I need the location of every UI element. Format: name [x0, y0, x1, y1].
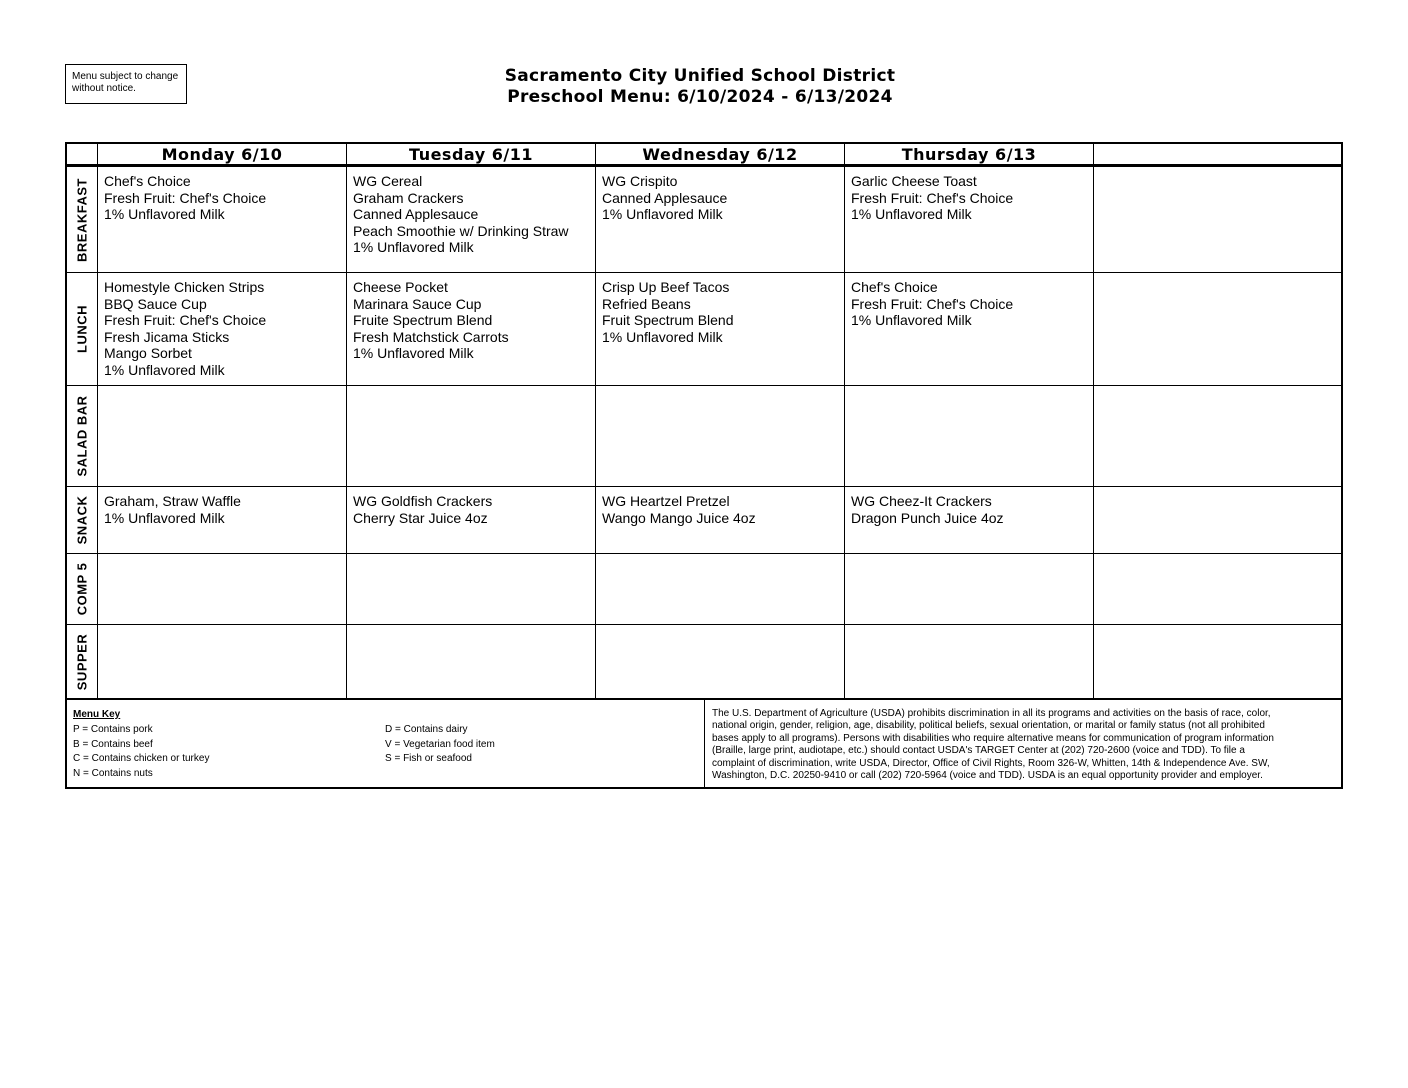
menu-item: Refried Beans — [602, 295, 691, 312]
menu-item: Fresh Fruit: Chef's Choice — [851, 295, 1014, 312]
menu-key-column-1 — [73, 723, 209, 781]
menu-cell — [1094, 273, 1341, 386]
menu-item: Peach Smoothie w/ Drinking Straw — [353, 222, 569, 239]
menu-item: Garlic Cheese Toast — [851, 173, 977, 189]
day-header: Thursday 6/13 — [845, 144, 1094, 167]
menu-key-entry: N = Contains nuts — [73, 767, 153, 779]
meal-label-salad-bar — [67, 386, 98, 487]
usda-statement-line: The U.S. Department of Agriculture (USDA) prohibits discrimination in all its programs and activities on the basis of race, color, — [712, 708, 1271, 719]
day-header: Wednesday 6/12 — [596, 144, 845, 167]
menu-key-entry: P = Contains pork — [73, 724, 153, 735]
menu-item: Chef's Choice — [851, 279, 938, 295]
menu-item: 1% Unflavored Milk — [602, 206, 723, 222]
menu-key-title: Menu Key — [73, 709, 121, 720]
menu-cell — [98, 386, 347, 487]
menu-item: Marinara Sauce Cup — [353, 295, 482, 312]
meal-label-text: SUPPER — [74, 633, 90, 690]
menu-key-entry: S = Fish or seafood — [385, 753, 472, 764]
menu-cell — [347, 625, 596, 698]
menu-item: 1% Unflavored Milk — [353, 345, 474, 361]
footer — [65, 700, 1343, 789]
menu-item: Graham Crackers — [353, 189, 464, 206]
menu-item: Dragon Punch Juice 4oz — [851, 509, 1004, 526]
title-menu-dates: Preschool Menu: 6/10/2024 - 6/13/2024 — [507, 87, 893, 107]
menu-cell — [1094, 554, 1341, 625]
title-district: Sacramento City Unified School District — [504, 66, 896, 86]
menu-item: Mango Sorbet — [104, 345, 192, 361]
menu-item: Crisp Up Beef Tacos — [602, 279, 730, 295]
menu-item: Canned Applesauce — [353, 206, 479, 222]
menu-cell — [596, 625, 845, 698]
usda-statement — [705, 700, 1341, 787]
menu-cell — [98, 273, 347, 386]
menu-cell — [1094, 386, 1341, 487]
day-header: Tuesday 6/11 — [347, 144, 596, 167]
meal-label-text: BREAKFAST — [74, 177, 90, 262]
menu-cell — [596, 554, 845, 625]
menu-cell — [347, 386, 596, 487]
menu-item: Wango Mango Juice 4oz — [602, 509, 756, 526]
menu-cell — [98, 625, 347, 698]
menu-item: Cherry Star Juice 4oz — [353, 509, 488, 526]
menu-cell — [1094, 487, 1341, 554]
menu-cell — [596, 167, 845, 273]
menu-cell — [1094, 625, 1341, 698]
menu-table — [65, 142, 1343, 700]
menu-cell — [347, 167, 596, 273]
menu-item: 1% Unflavored Milk — [851, 312, 972, 328]
usda-statement-line: Washington, D.C. 20250-9410 or call (202) 720-5964 (voice and TDD). USDA is an equal opportunity provider and employer. — [712, 770, 1263, 782]
meal-label-text: LUNCH — [74, 305, 90, 353]
menu-cell — [845, 487, 1094, 554]
meal-label-breakfast — [67, 167, 98, 273]
menu-cell — [845, 167, 1094, 273]
menu-key-entry: B = Contains beef — [73, 738, 153, 750]
menu-item: Cheese Pocket — [353, 279, 448, 295]
usda-statement-line: (Braille, large print, audiotape, etc.) should contact USDA's TARGET Center at (202) 720-2600 (voice and TDD). To file a — [712, 745, 1245, 757]
menu-item: Fresh Fruit: Chef's Choice — [104, 312, 267, 328]
day-header: Monday 6/10 — [98, 144, 347, 167]
meal-label-supper — [67, 625, 98, 698]
menu-item: Fruit Spectrum Blend — [602, 312, 734, 328]
menu-item: WG Heartzel Pretzel — [602, 493, 730, 509]
menu-cell — [845, 554, 1094, 625]
menu-item: 1% Unflavored Milk — [602, 328, 723, 345]
menu-item: 1% Unflavored Milk — [104, 361, 225, 378]
menu-item: Chef's Choice — [104, 173, 191, 189]
menu-cell — [347, 554, 596, 625]
menu-cell — [98, 487, 347, 554]
menu-item: Fresh Fruit: Chef's Choice — [104, 189, 267, 206]
menu-item: Fresh Jicama Sticks — [104, 328, 230, 345]
meal-label-comp-5 — [67, 554, 98, 625]
menu-item: 1% Unflavored Milk — [353, 239, 474, 255]
menu-cell — [845, 273, 1094, 386]
menu-item: 1% Unflavored Milk — [104, 206, 225, 222]
menu-item: BBQ Sauce Cup — [104, 295, 207, 312]
menu-notice: Menu subject to change without notice. — [65, 64, 187, 104]
menu-key-entry: D = Contains dairy — [385, 724, 468, 735]
page-title — [300, 66, 1100, 108]
menu-cell — [347, 487, 596, 554]
menu-item: WG Crispito — [602, 173, 678, 189]
menu-key — [67, 700, 705, 787]
table-corner — [67, 144, 98, 167]
menu-cell — [845, 386, 1094, 487]
meal-label-text: SALAD BAR — [74, 395, 90, 477]
usda-statement-line: national origin, gender, religion, age, disability, political beliefs, sexual orientation, or marital or family status (not all prohibited — [712, 720, 1265, 732]
menu-item: 1% Unflavored Milk — [851, 206, 972, 222]
menu-item: WG Cheez-It Crackers — [851, 493, 992, 509]
meal-label-text: SNACK — [74, 495, 90, 545]
menu-item: Fresh Matchstick Carrots — [353, 328, 509, 345]
menu-item: WG Goldfish Crackers — [353, 493, 493, 509]
menu-cell — [98, 554, 347, 625]
meal-label-snack — [67, 487, 98, 554]
day-header — [1094, 144, 1341, 167]
menu-key-column-2 — [385, 723, 495, 767]
menu-cell — [98, 167, 347, 273]
menu-cell — [596, 386, 845, 487]
menu-cell — [596, 273, 845, 386]
menu-item: Canned Applesauce — [602, 189, 728, 206]
usda-statement-line: complaint of discrimination, write USDA, Director, Office of Civil Rights, Room 326-W, Whitten, 14th & Independence Ave. SW, — [712, 757, 1270, 769]
meal-label-text: COMP 5 — [74, 562, 90, 616]
menu-cell — [347, 273, 596, 386]
menu-cell — [596, 487, 845, 554]
menu-cell — [845, 625, 1094, 698]
menu-item: Fruite Spectrum Blend — [353, 312, 493, 328]
menu-item: Homestyle Chicken Strips — [104, 279, 265, 295]
menu-key-entry: V = Vegetarian food item — [385, 738, 495, 750]
meal-label-lunch — [67, 273, 98, 386]
menu-cell — [1094, 167, 1341, 273]
usda-statement-line: bases apply to all programs). Persons with disabilities who require alternative means for communication of program information — [712, 732, 1274, 744]
menu-item: 1% Unflavored Milk — [104, 509, 225, 526]
menu-key-entry: C = Contains chicken or turkey — [73, 753, 210, 764]
menu-item: WG Cereal — [353, 173, 423, 189]
menu-item: Fresh Fruit: Chef's Choice — [851, 189, 1014, 206]
menu-item: Graham, Straw Waffle — [104, 493, 241, 509]
